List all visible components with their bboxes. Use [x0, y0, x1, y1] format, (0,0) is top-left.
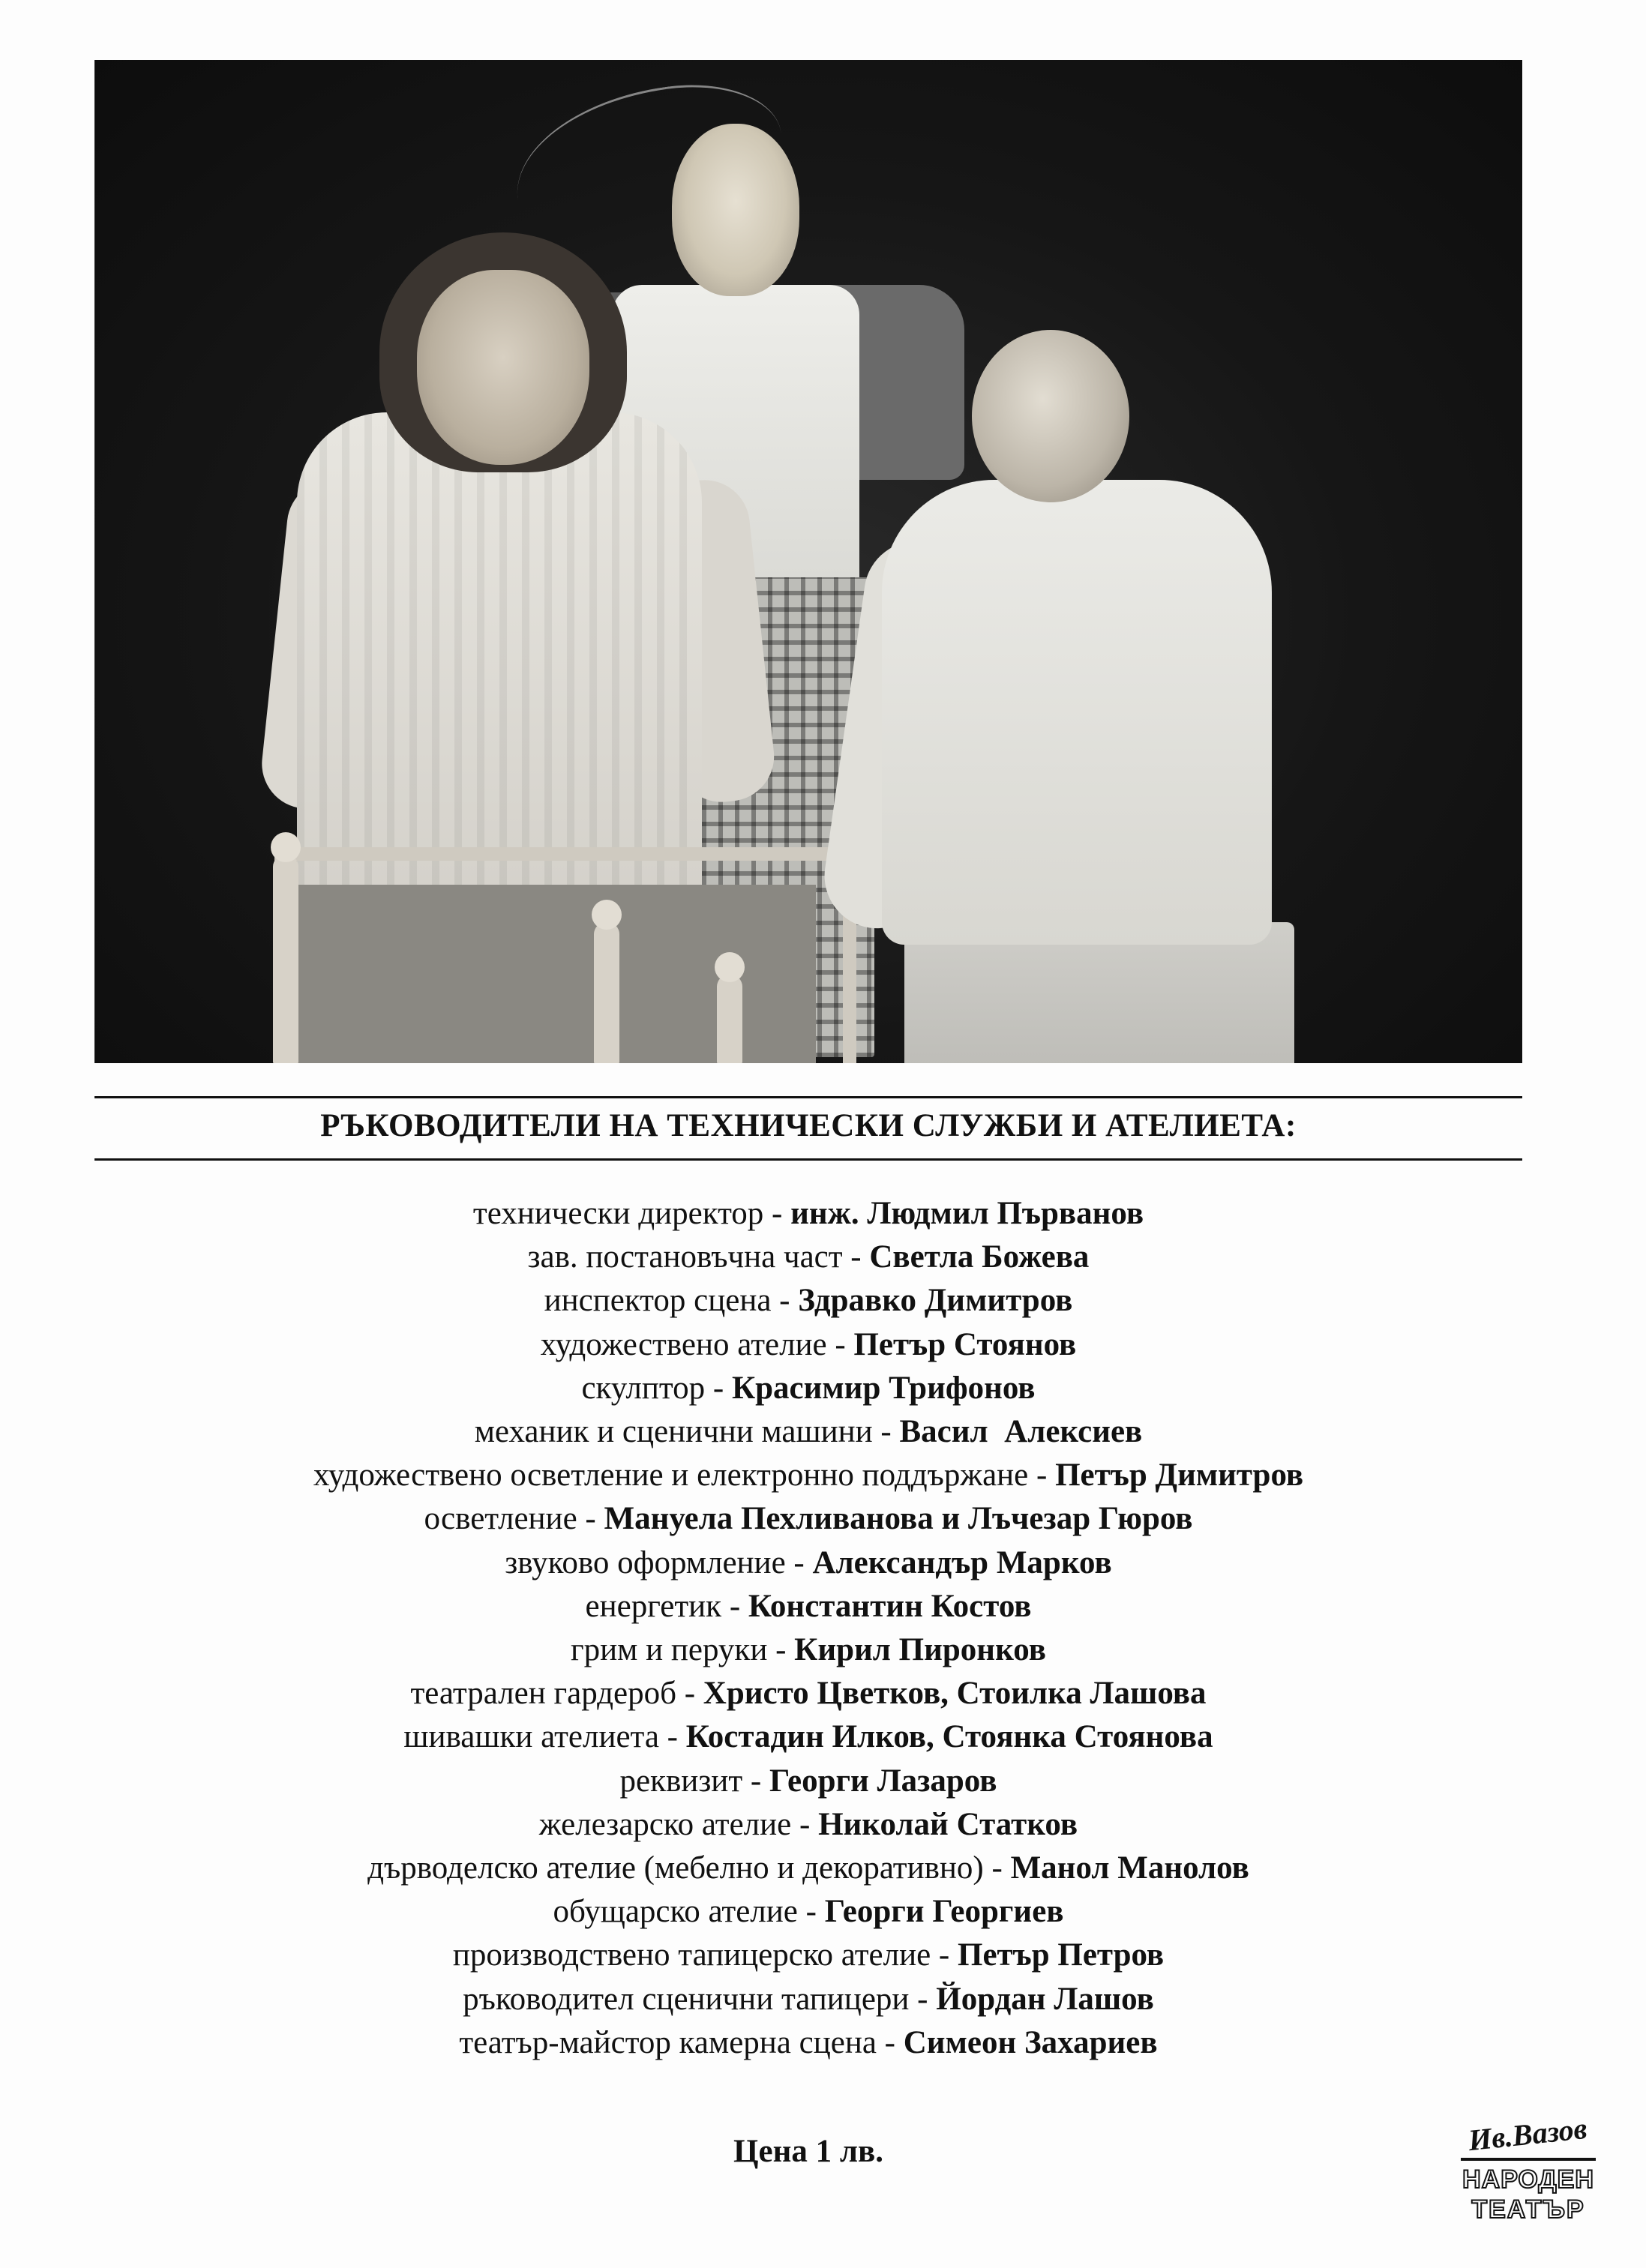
staff-role: художествено осветление и електронно поддържане - — [313, 1458, 1056, 1494]
staff-name: Христо Цветков, Стоилка Лашова — [703, 1676, 1207, 1712]
staff-role: обущарско ателие - — [553, 1894, 825, 1930]
staff-entry — [94, 1192, 1522, 1236]
staff-entry — [94, 1367, 1522, 1410]
staff-entry — [94, 1410, 1522, 1454]
staff-entry — [94, 2021, 1522, 2065]
staff-entry — [94, 1672, 1522, 1715]
staff-role: инспектор сцена - — [544, 1283, 799, 1319]
staff-entry — [94, 1934, 1522, 1977]
staff-role: театрален гардероб - — [410, 1676, 703, 1712]
heading-rule-bottom — [94, 1158, 1522, 1161]
staff-entry — [94, 1454, 1522, 1497]
actor-left-head — [417, 270, 589, 465]
heading-rule-top — [94, 1096, 1522, 1098]
staff-role: реквизит - — [619, 1763, 769, 1799]
staff-name: Александър Марков — [812, 1544, 1112, 1580]
actress-right-head — [972, 330, 1129, 502]
staff-name: Симеон Захариев — [903, 2024, 1158, 2060]
staff-name: Манол Манолов — [1010, 1850, 1249, 1886]
national-theatre-logo — [1453, 2099, 1603, 2234]
section-heading: РЪКОВОДИТЕЛИ НА ТЕХНИЧЕСКИ СЛУЖБИ И АТЕЛИЕТА: — [320, 1108, 1297, 1143]
staff-role: шивашки ателиета - — [403, 1719, 686, 1755]
staff-entry — [94, 1978, 1522, 2021]
staff-name: инж. Людмил Първанов — [790, 1196, 1144, 1231]
staff-role: производствено тапицерско ателие - — [452, 1937, 958, 1973]
chair-post — [273, 855, 298, 1063]
staff-entry — [94, 1585, 1522, 1628]
staff-role: дърводелско ателие (мебелно и декоративно) - — [367, 1850, 1011, 1886]
staff-name: Здравко Димитров — [798, 1283, 1073, 1319]
staff-role: скулптор - — [581, 1370, 732, 1406]
staff-entry — [94, 1628, 1522, 1672]
staff-role: енергетик - — [585, 1588, 748, 1624]
staff-role: театър-майстор камерна сцена - — [459, 2024, 904, 2060]
staff-role: грим и перуки - — [571, 1632, 795, 1668]
logo-signature: Ив.Вазов — [1466, 2111, 1589, 2158]
staff-name: Мануела Пехливанова и Лъчезар Гюров — [604, 1501, 1193, 1537]
staff-name: Николай Статков — [818, 1806, 1078, 1842]
staff-role: железарско ателие - — [538, 1806, 819, 1842]
price-label: Цена 1 лв. — [733, 2134, 883, 2169]
staff-role: звуково оформление - — [505, 1544, 813, 1580]
actress-right-cardigan — [882, 480, 1272, 945]
staff-name: Петър Петров — [958, 1937, 1165, 1973]
stage-photo — [94, 60, 1522, 1063]
staff-name: Йордан Лашов — [936, 1981, 1154, 2017]
chair-knob — [271, 832, 301, 862]
staff-role: технически директор - — [472, 1196, 791, 1231]
staff-entry — [94, 1279, 1522, 1323]
staff-name: Красимир Трифонов — [731, 1370, 1036, 1406]
staff-role: осветление - — [424, 1501, 604, 1537]
staff-role: зав. постановъчна част - — [527, 1239, 870, 1275]
chair-post — [717, 975, 742, 1063]
chair-knob — [715, 952, 745, 982]
logo-line-1: НАРОДЕН — [1462, 2165, 1594, 2194]
chair-frame — [274, 847, 856, 1063]
staff-entry — [94, 1715, 1522, 1759]
staff-name: Петър Димитров — [1055, 1458, 1304, 1494]
chair-knob — [592, 900, 622, 930]
staff-name: Светла Божева — [869, 1239, 1090, 1275]
actress-center-head — [672, 124, 799, 296]
staff-name: Васил Алексиев — [899, 1414, 1143, 1450]
staff-role: художествено ателие - — [540, 1326, 854, 1362]
staff-entry — [94, 1890, 1522, 1934]
staff-entry — [94, 1323, 1522, 1367]
chair-post — [594, 922, 619, 1063]
staff-entry — [94, 1760, 1522, 1803]
staff-name: Костадин Илков, Стоянка Стоянова — [685, 1719, 1213, 1755]
staff-entry — [94, 1847, 1522, 1890]
staff-name: Кирил Пиронков — [794, 1632, 1046, 1668]
staff-name: Георги Лазаров — [769, 1763, 997, 1799]
staff-name: Петър Стоянов — [853, 1326, 1077, 1362]
staff-name: Георги Георгиев — [824, 1894, 1064, 1930]
staff-role: механик и сценични машини - — [474, 1414, 900, 1450]
staff-list — [94, 1192, 1522, 2065]
logo-line-2: ТЕАТЪР — [1471, 2195, 1585, 2224]
staff-entry — [94, 1541, 1522, 1585]
staff-entry — [94, 1497, 1522, 1541]
staff-entry — [94, 1236, 1522, 1279]
staff-role: ръководител сценични тапицери - — [463, 1981, 937, 2017]
staff-name: Константин Костов — [748, 1588, 1032, 1624]
staff-entry — [94, 1803, 1522, 1847]
